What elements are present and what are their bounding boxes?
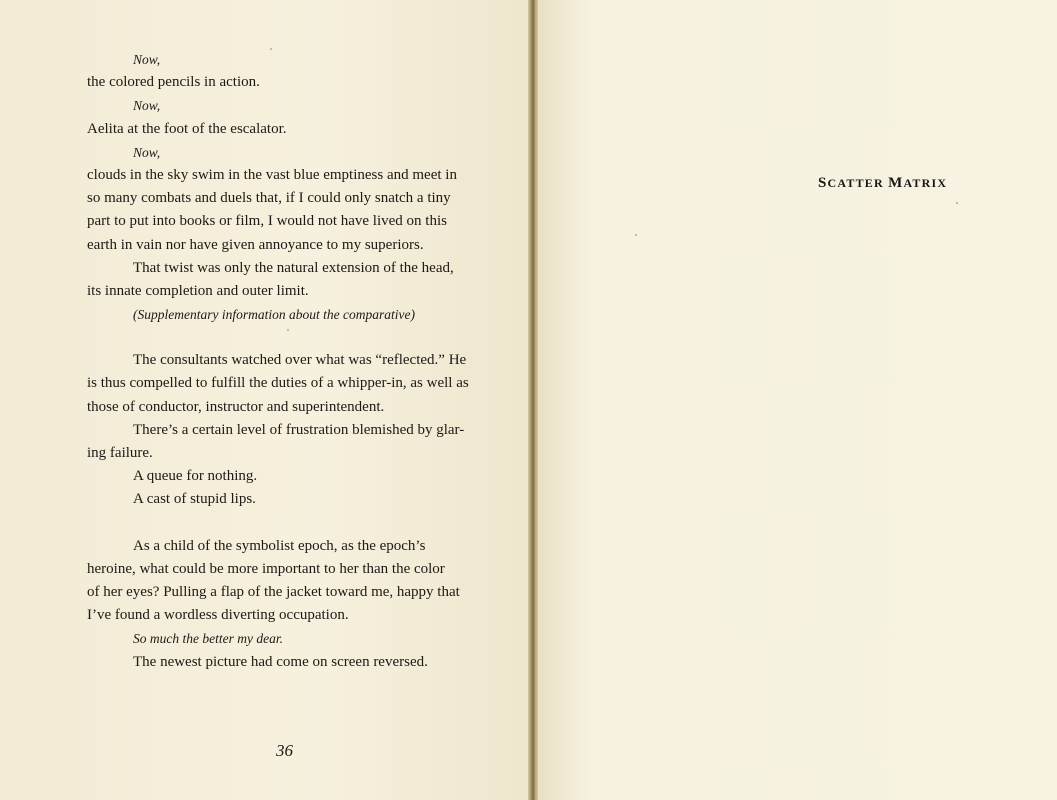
section-title: SCATTER MATRIX [818,175,948,191]
text-line: so many combats and duels that, if I could only snatch a tiny [87,190,451,207]
text-line: those of conductor, instructor and superintendent. [87,398,385,415]
text-line: That twist was only the natural extension of the head, [133,259,454,276]
text-line: A cast of stupid lips. [133,491,256,508]
text-line: (Supplementary information about the comparative) [133,307,415,323]
text-line: part to put into books or film, I would not have lived on this [87,213,447,230]
text-line: So much the better my dear. [133,631,283,647]
text-line: Now, [133,144,161,160]
page-number: 36 [276,741,293,760]
stanza-break [87,512,467,535]
text-line: the colored pencils in action. [87,74,260,91]
text-line: Now, [133,52,161,67]
text-line: The newest picture had come on screen reversed. [133,653,428,670]
poem-body [87,48,467,674]
right-page [538,0,1057,800]
text-line: A queue for nothing. [133,468,258,485]
text-line: Aelita at the foot of the escalator. [87,120,287,137]
text-line: As a child of the symbolist epoch, as the epoch’s [133,537,426,554]
text-line: There’s a certain level of frustration blemished by glar- [133,421,465,438]
text-line: is thus compelled to fulfill the duties of a whipper-in, as well as [87,375,469,392]
text-line: of her eyes? Pulling a flap of the jacket toward me, happy that [87,583,460,600]
text-line: earth in vain nor have given annoyance to my superiors. [87,236,424,253]
text-line: clouds in the sky swim in the vast blue emptiness and meet in [87,166,457,183]
text-line: heroine, what could be more important to her than the color [87,560,445,577]
stanza-break [87,326,467,349]
text-line: Now, [133,98,161,114]
text-line: The consultants watched over what was “reflected.” He [133,352,467,369]
text-line: ing failure. [87,445,153,461]
text-line: its innate completion and outer limit. [87,282,309,299]
text-line: I’ve found a wordless diverting occupation. [87,607,349,624]
